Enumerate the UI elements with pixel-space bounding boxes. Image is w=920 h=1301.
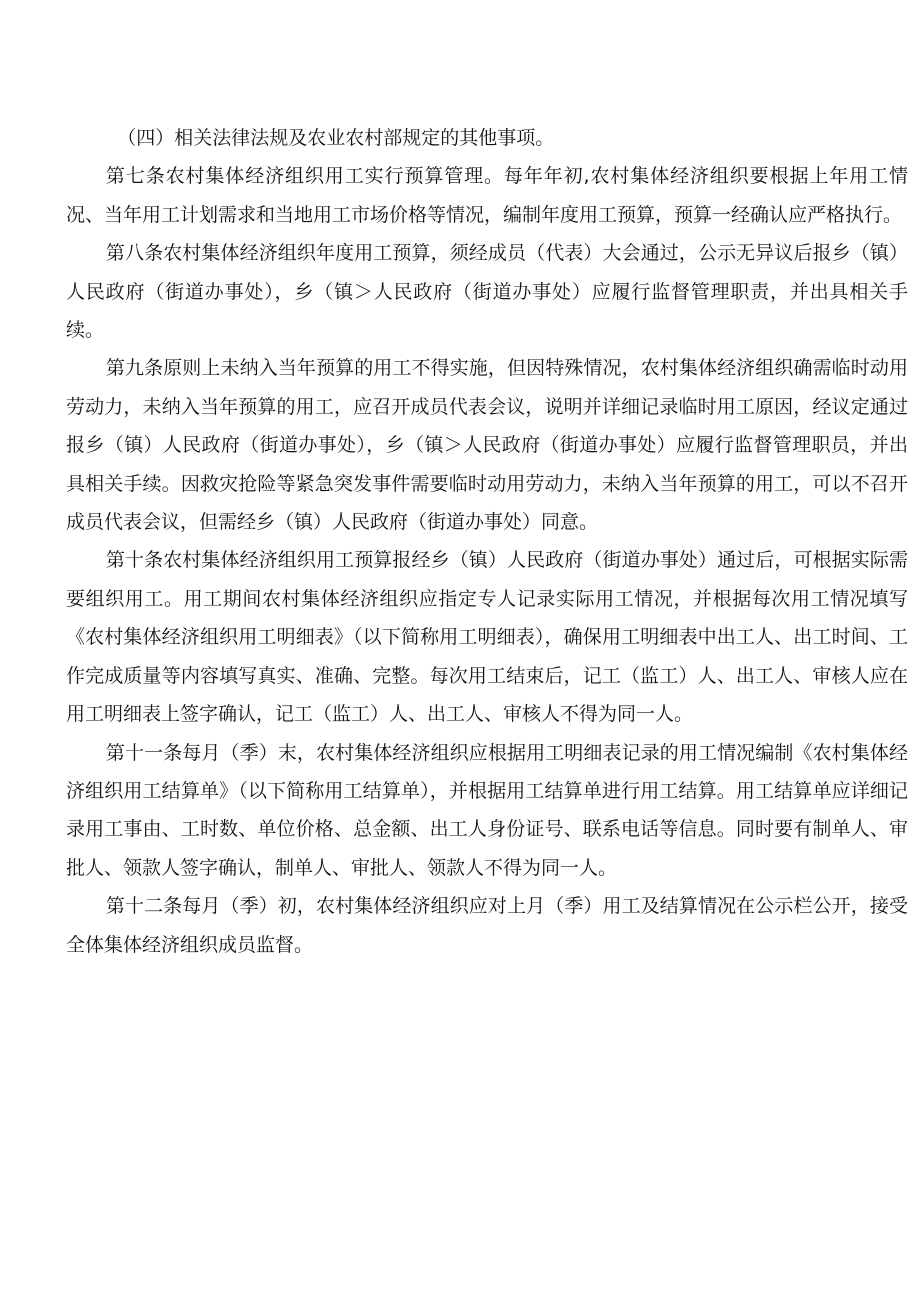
paragraph-article-7: 第七条农村集体经济组织用工实行预算管理。每年年初,农村集体经济组织要根据上年用工情况、当年用工计划需求和当地用工市场价格等情况，编制年度用工预算，预算一经确认应严格执行。 — [66, 165, 908, 226]
paragraph-article-9: 第九条原则上未纳入当年预算的用工不得实施，但因特殊情况，农村集体经济组织确需临时动用劳动力，未纳入当年预算的用工，应召开成员代表会议，说明并详细记录临时用工原因，经议定通过报乡（镇）人民政府（街道办事处），乡（镇＞人民政府（街道办事处）应履行监督管理职员，并出具相关手续。因救灾抢险等紧急突发事件需要临时动用劳动力，未纳入当年预算的用工，可以不召开成员代表会议，但需经乡（镇）人民政府（街道办事处）同意。 — [66, 357, 908, 534]
paragraph-article-12: 第十二条每月（季）初，农村集体经济组织应对上月（季）用工及结算情况在公示栏公开，接受全体集体经济组织成员监督。 — [66, 895, 908, 956]
document-page — [66, 119, 908, 964]
paragraph-item-4: （四）相关法律法规及农业农村部规定的其他事项。 — [117, 127, 555, 149]
paragraph-article-11: 第十一条每月（季）末，农村集体经济组织应根据用工明细表记录的用工情况编制《农村集体经济组织用工结算单》（以下简称用工结算单），并根据用工结算单进行用工结算。用工结算单应详细记录用工事由、工时数、单位价格、总金额、出工人身份证号、联系电话等信息。同时要有制单人、审批人、领款人签字确认，制单人、审批人、领款人不得为同一人。 — [66, 741, 908, 879]
paragraph-article-10: 第十条农村集体经济组织用工预算报经乡（镇）人民政府（街道办事处）通过后，可根据实际需要组织用工。用工期间农村集体经济组织应指定专人记录实际用工情况，并根据每次用工情况填写《农村集体经济组织用工明细表》（以下简称用工明细表），确保用工明细表中出工人、出工时间、工作完成质量等内容填写真实、准确、完整。每次用工结束后，记工（监工）人、出工人、审核人应在用工明细表上签字确认，记工（监工）人、出工人、审核人不得为同一人。 — [66, 549, 908, 726]
paragraph-article-8: 第八条农村集体经济组织年度用工预算，须经成员（代表）大会通过，公示无异议后报乡（镇）人民政府（街道办事处），乡（镇＞人民政府（街道办事处）应履行监督管理职责，并出具相关手续。 — [66, 242, 908, 342]
